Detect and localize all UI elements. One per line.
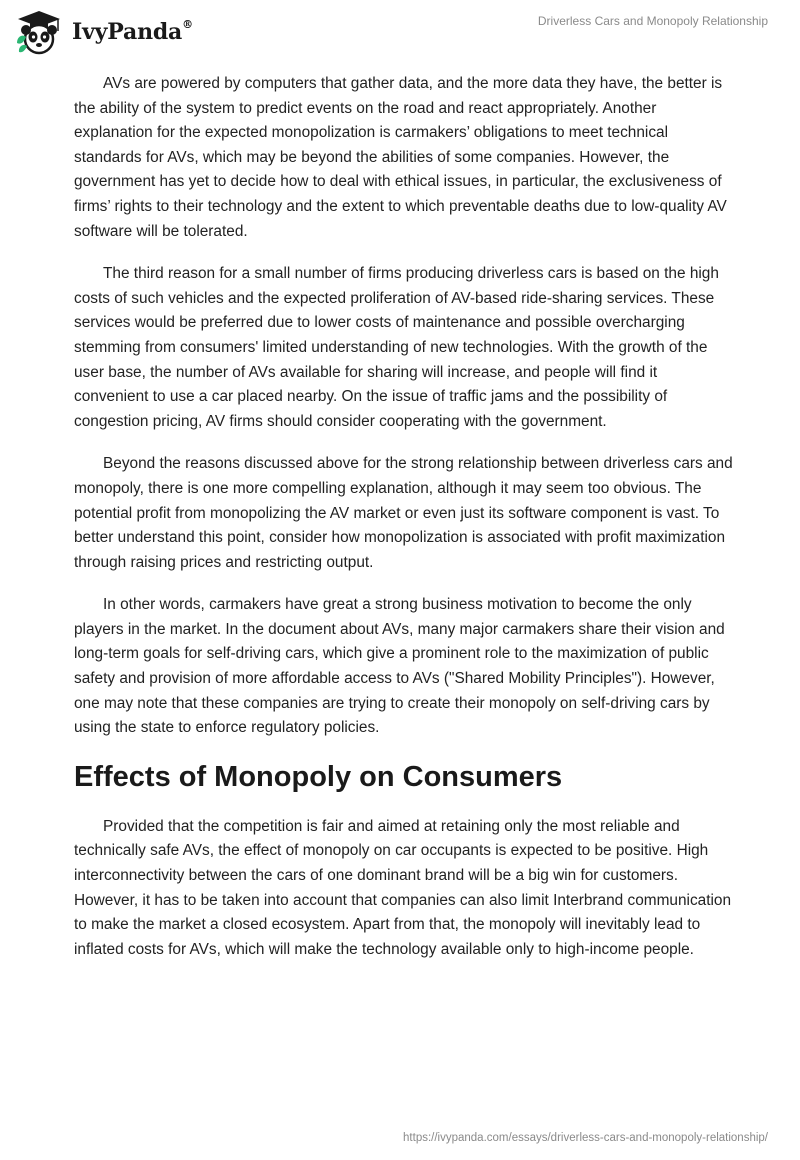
essay-body [74, 72, 734, 980]
paragraph: Provided that the competition is fair and aimed at retaining only the most reliable and technically safe AVs, the effect of monopoly on car occupants is expected to be positive. High interconnectivity between the cars of one dominant brand will be a big win for customers. However, it has to be taken into account that companies can also limit Interbrand communication to make the market a closed ecosystem. Apart from that, the monopoly will inevitably lead to inflated costs for AVs, which will make the technology available only to high-income people. [74, 817, 732, 958]
logo-text: IvyPanda [72, 19, 183, 45]
document-title: Driverless Cars and Monopoly Relationship [537, 14, 768, 28]
panda-graduate-icon [14, 9, 64, 55]
page-header [0, 0, 800, 62]
source-url[interactable]: https://ivypanda.com/essays/driverless-cars-and-monopoly-relationship/ [403, 1132, 768, 1144]
paragraph: The third reason for a small number of firms producing driverless cars is based on the high costs of such vehicles and the expected proliferation of AV-based ride-sharing services. These services would be preferred due to lower costs of maintenance and possible overcharging stemming from consumers' limited understanding of new technologies. With the growth of the user base, the number of AVs available for sharing will increase, and people will find it convenient to use a car placed nearby. On the issue of traffic jams and the possibility of congestion pricing, AV firms should consider cooperating with the government. [74, 265, 719, 430]
logo-wordmark [72, 19, 193, 45]
section-heading: Effects of Monopoly on Consumers [74, 760, 563, 793]
paragraph: Beyond the reasons discussed above for the strong relationship between driverless cars and monopoly, there is one more compelling explanation, although it may seem too obvious. The potential profit from monopolizing the AV market or even just its software component is vast. To better understand this point, consider how monopolization is associated with profit maximization through raising prices and restricting output. [74, 455, 733, 571]
registered-mark: ® [182, 17, 193, 31]
paragraph: In other words, carmakers have great a strong business motivation to become the only players in the market. In the document about AVs, many major carmakers share their vision and long-term goals for self-driving cars, which give a prominent role to the maximization of public safety and provision of more affordable access to AVs ("Shared Mobility Principles"). However, one may note that these companies are trying to create their monopoly on self-driving cars by using the state to enforce regulatory policies. [74, 596, 725, 737]
paragraph: AVs are powered by computers that gather data, and the more data they have, the better is the ability of the system to predict events on the road and react appropriately. Another explanation for the expected monopolization is carmakers’ obligations to meet technical standards for AVs, which may be beyond the abilities of some companies. However, the government has yet to decide how to deal with ethical issues, in particular, the exclusiveness of firms’ rights to their technology and the extent to which preventable deaths due to low-quality AV software will be tolerated. [74, 75, 727, 240]
ivypanda-logo[interactable] [14, 9, 193, 55]
